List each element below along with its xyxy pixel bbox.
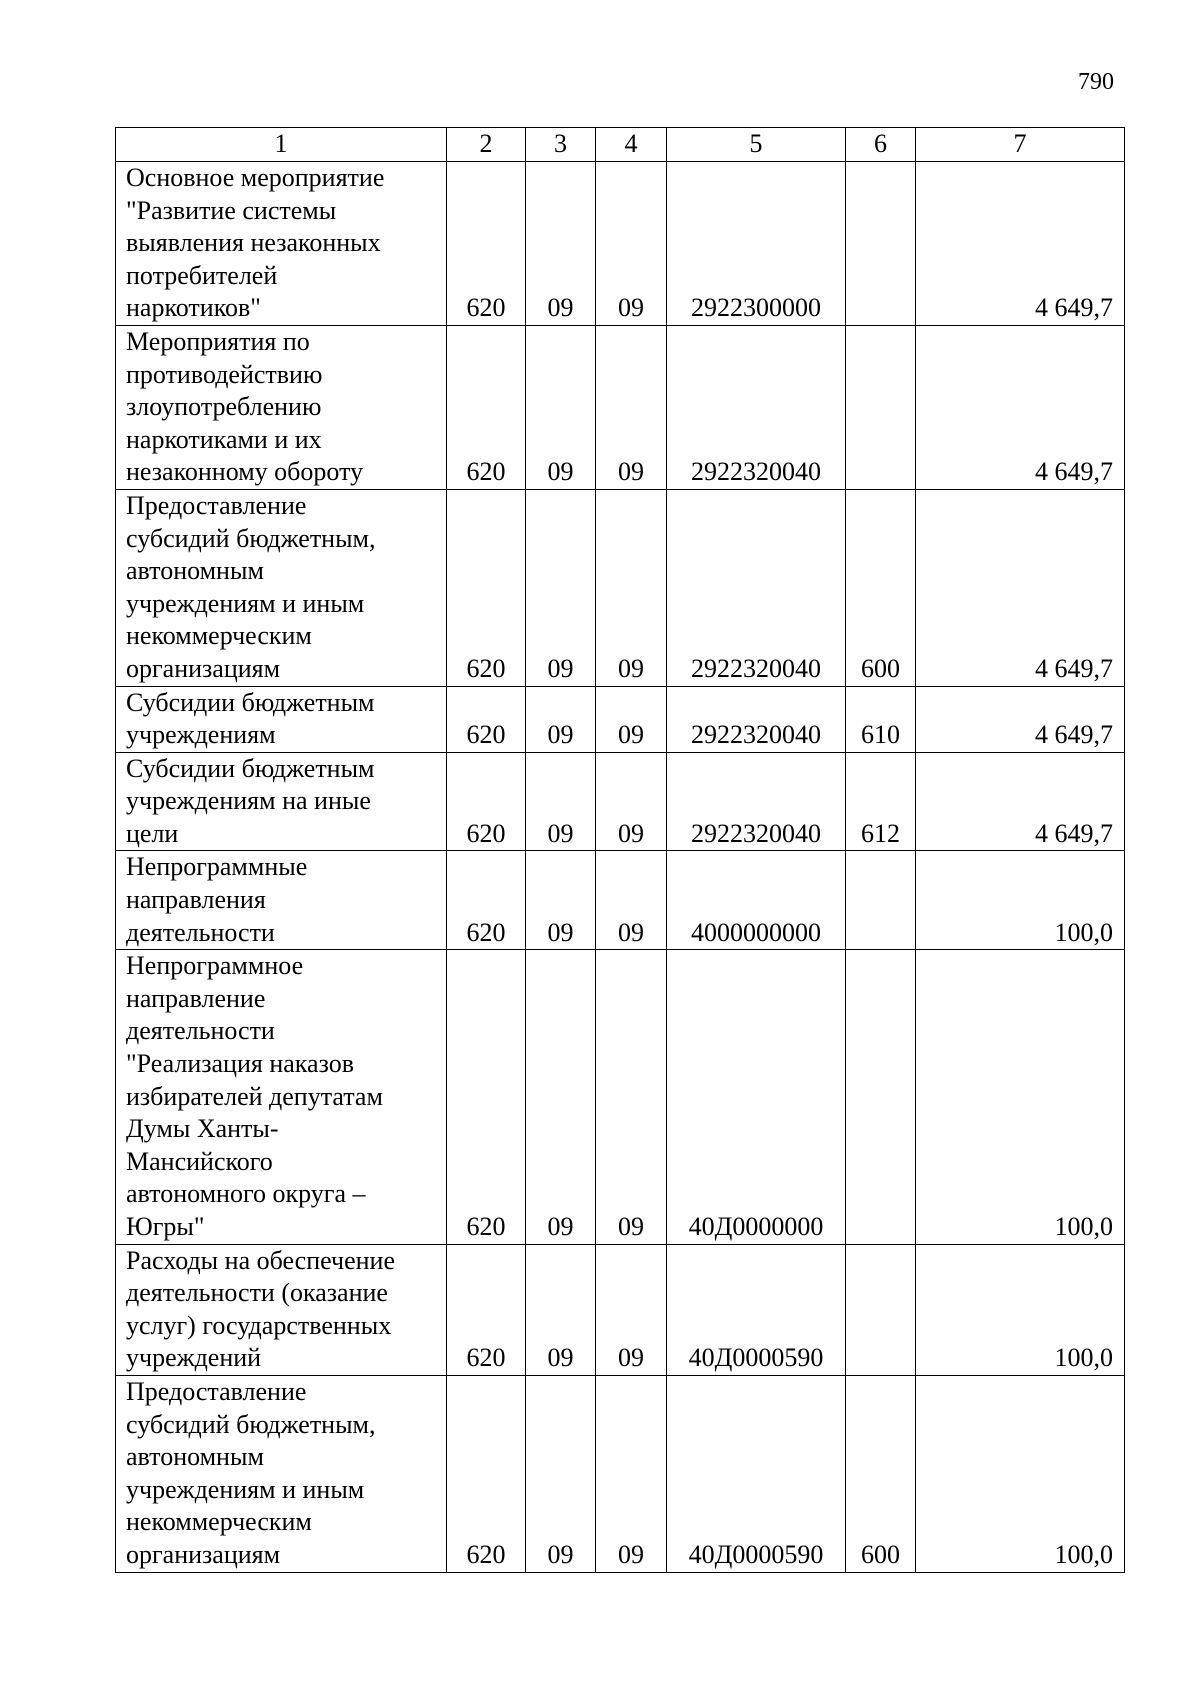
cell-col-6: 612 xyxy=(846,752,916,851)
cell-col-6: 600 xyxy=(846,1375,916,1572)
cell-col-7: 100,0 xyxy=(916,1244,1125,1375)
header-col-2: 2 xyxy=(447,128,526,162)
cell-col-1 xyxy=(116,1244,447,1375)
header-col-7: 7 xyxy=(916,128,1125,162)
name-line: учреждениям и иным xyxy=(126,588,365,618)
name-line: противодействию xyxy=(126,359,323,389)
header-col-3: 3 xyxy=(526,128,596,162)
cell-col-5: 40Д0000000 xyxy=(667,950,846,1244)
name-line: услуг) государственных xyxy=(126,1310,392,1340)
cell-col-4: 09 xyxy=(596,752,667,851)
cell-col-4: 09 xyxy=(596,686,667,752)
cell-col-6 xyxy=(846,950,916,1244)
name-line: деятельности (оказание xyxy=(126,1278,388,1308)
cell-col-3: 09 xyxy=(526,686,596,752)
cell-col-2: 620 xyxy=(447,325,526,489)
cell-col-7: 4 649,7 xyxy=(916,325,1125,489)
name-line: учреждениям xyxy=(126,720,276,750)
cell-col-3: 09 xyxy=(526,162,596,326)
name-line: выявления незаконных xyxy=(126,228,381,258)
cell-col-4: 09 xyxy=(596,489,667,686)
header-col-5: 5 xyxy=(667,128,846,162)
table-row xyxy=(116,752,1125,851)
cell-col-4: 09 xyxy=(596,325,667,489)
cell-col-2: 620 xyxy=(447,162,526,326)
header-col-4: 4 xyxy=(596,128,667,162)
name-line: избирателей депутатам xyxy=(126,1081,383,1111)
cell-col-1 xyxy=(116,851,447,950)
name-line: незаконному обороту xyxy=(126,457,364,487)
name-line: злоупотреблению xyxy=(126,392,322,422)
cell-col-6 xyxy=(846,851,916,950)
name-line: Мансийского xyxy=(126,1146,273,1176)
cell-col-3: 09 xyxy=(526,950,596,1244)
cell-col-1 xyxy=(116,1375,447,1572)
cell-col-6: 600 xyxy=(846,489,916,686)
name-line: субсидий бюджетным, xyxy=(126,1409,376,1439)
cell-col-5: 40Д0000590 xyxy=(667,1375,846,1572)
cell-col-4: 09 xyxy=(596,1375,667,1572)
cell-col-2: 620 xyxy=(447,752,526,851)
cell-col-7: 100,0 xyxy=(916,950,1125,1244)
table-row xyxy=(116,1244,1125,1375)
header-col-6: 6 xyxy=(846,128,916,162)
table-row xyxy=(116,162,1125,326)
cell-col-4: 09 xyxy=(596,1244,667,1375)
cell-col-5: 2922320040 xyxy=(667,325,846,489)
cell-col-3: 09 xyxy=(526,1375,596,1572)
table-row xyxy=(116,325,1125,489)
cell-col-1 xyxy=(116,489,447,686)
cell-col-7: 4 649,7 xyxy=(916,752,1125,851)
cell-col-3: 09 xyxy=(526,851,596,950)
cell-col-3: 09 xyxy=(526,489,596,686)
cell-col-5: 40Д0000590 xyxy=(667,1244,846,1375)
cell-col-2: 620 xyxy=(447,489,526,686)
cell-col-5: 4000000000 xyxy=(667,851,846,950)
cell-col-2: 620 xyxy=(447,686,526,752)
cell-col-7: 100,0 xyxy=(916,851,1125,950)
table-row xyxy=(116,686,1125,752)
cell-col-1 xyxy=(116,950,447,1244)
budget-table xyxy=(115,127,1125,1573)
name-line: потребителей xyxy=(126,260,278,290)
header-col-1: 1 xyxy=(116,128,447,162)
cell-col-2: 620 xyxy=(447,1244,526,1375)
name-line: некоммерческим xyxy=(126,1507,312,1537)
name-line: Расходы на обеспечение xyxy=(126,1245,396,1275)
cell-col-4: 09 xyxy=(596,950,667,1244)
cell-col-1 xyxy=(116,752,447,851)
name-line: направление xyxy=(126,983,266,1013)
name-line: учреждениям и иным xyxy=(126,1474,365,1504)
cell-col-6 xyxy=(846,325,916,489)
name-line: наркотиков" xyxy=(126,293,261,323)
name-line: субсидий бюджетным, xyxy=(126,523,376,553)
name-line: цели xyxy=(126,818,179,848)
cell-col-3: 09 xyxy=(526,1244,596,1375)
name-line: деятельности xyxy=(126,1016,275,1046)
cell-col-4: 09 xyxy=(596,162,667,326)
table-row xyxy=(116,851,1125,950)
name-line: Субсидии бюджетным xyxy=(126,753,375,783)
cell-col-6 xyxy=(846,162,916,326)
cell-col-5: 2922300000 xyxy=(667,162,846,326)
name-line: Мероприятия по xyxy=(126,326,310,356)
name-line: организациям xyxy=(126,1539,281,1569)
name-line: организациям xyxy=(126,653,281,683)
name-line: Непрограммное xyxy=(126,951,304,981)
name-line: Думы Ханты- xyxy=(126,1114,279,1144)
table-row xyxy=(116,1375,1125,1572)
cell-col-2: 620 xyxy=(447,851,526,950)
cell-col-6 xyxy=(846,1244,916,1375)
name-line: учреждений xyxy=(126,1343,262,1373)
name-line: "Реализация наказов xyxy=(126,1049,354,1079)
table-header-row xyxy=(116,128,1125,162)
cell-col-1 xyxy=(116,325,447,489)
cell-col-3: 09 xyxy=(526,325,596,489)
cell-col-5: 2922320040 xyxy=(667,752,846,851)
name-line: "Развитие системы xyxy=(126,195,337,225)
cell-col-1 xyxy=(116,162,447,326)
name-line: Основное мероприятие xyxy=(126,163,385,192)
cell-col-2: 620 xyxy=(447,950,526,1244)
cell-col-4: 09 xyxy=(596,851,667,950)
name-line: Непрограммные xyxy=(126,852,308,882)
cell-col-5: 2922320040 xyxy=(667,489,846,686)
table-row xyxy=(116,489,1125,686)
cell-col-6: 610 xyxy=(846,686,916,752)
cell-col-7: 4 649,7 xyxy=(916,489,1125,686)
cell-col-3: 09 xyxy=(526,752,596,851)
name-line: автономного округа – xyxy=(126,1179,366,1209)
name-line: Предоставление xyxy=(126,1376,307,1406)
name-line: Югры" xyxy=(126,1212,205,1241)
cell-col-7: 4 649,7 xyxy=(916,162,1125,326)
name-line: деятельности xyxy=(126,917,275,947)
name-line: наркотиками и их xyxy=(126,424,322,454)
cell-col-5: 2922320040 xyxy=(667,686,846,752)
cell-col-1 xyxy=(116,686,447,752)
name-line: автономным xyxy=(126,556,264,586)
cell-col-7: 100,0 xyxy=(916,1375,1125,1572)
name-line: Предоставление xyxy=(126,490,307,520)
name-line: направления xyxy=(126,885,266,915)
name-line: Субсидии бюджетным xyxy=(126,687,375,717)
cell-col-7: 4 649,7 xyxy=(916,686,1125,752)
table-row xyxy=(116,950,1125,1244)
cell-col-2: 620 xyxy=(447,1375,526,1572)
name-line: учреждениям на иные xyxy=(126,786,371,816)
page-number: 790 xyxy=(1078,69,1114,95)
name-line: некоммерческим xyxy=(126,621,312,651)
name-line: автономным xyxy=(126,1442,264,1472)
